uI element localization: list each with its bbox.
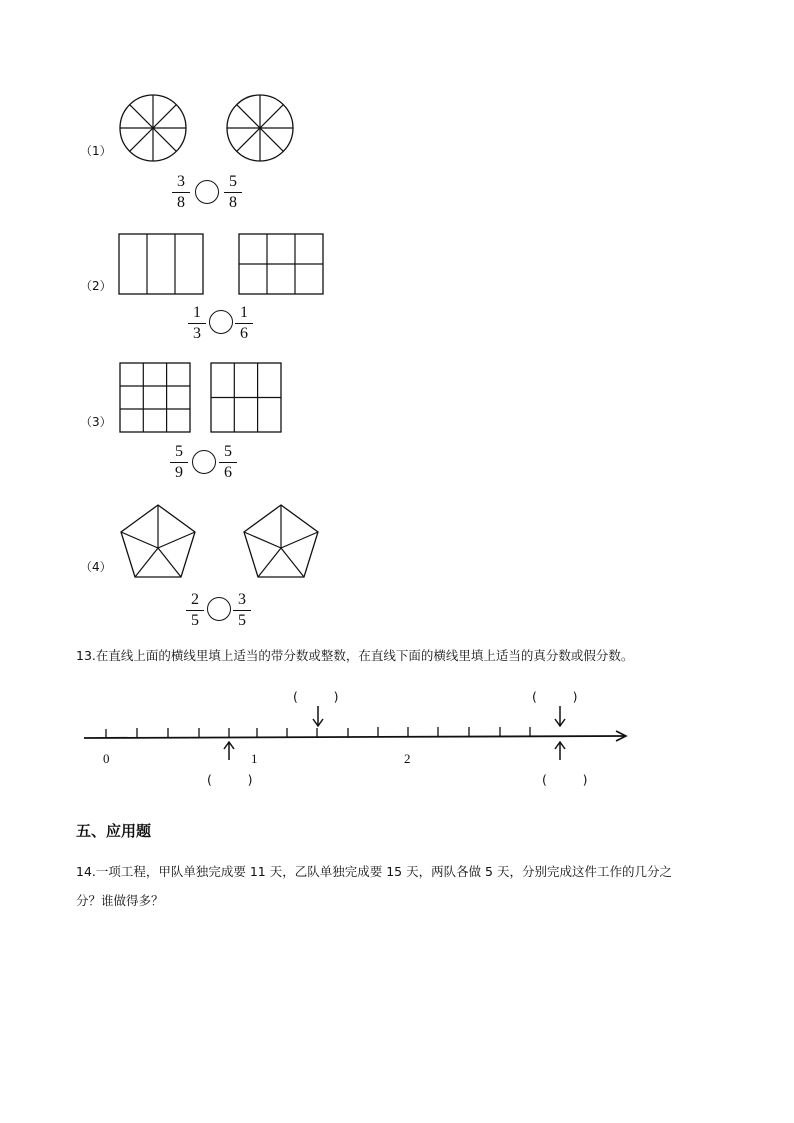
numerator: 1	[240, 304, 248, 321]
denominator: 6	[240, 325, 248, 342]
circle-eighths-right	[225, 93, 295, 163]
denominator: 8	[229, 194, 237, 211]
compare-circle-4[interactable]	[207, 597, 231, 621]
denominator: 9	[175, 464, 183, 481]
question-14-line-1: 14.一项工程，甲队单独完成要 11 天，乙队单独完成要 15 天，两队各做 5 天，分别完成这件工作的几分之	[76, 864, 672, 879]
item-3-label: （3）	[80, 415, 112, 429]
answer-blank-below-2[interactable]: ( )	[542, 772, 588, 787]
compare-circle-1[interactable]	[195, 180, 219, 204]
fraction-4-left	[186, 592, 204, 629]
fraction-3-left	[170, 444, 188, 481]
rectangle-sixths	[238, 233, 324, 295]
compare-circle-3[interactable]	[192, 450, 216, 474]
number-line-label-0: 0	[103, 751, 110, 766]
number-line	[80, 700, 640, 760]
denominator: 5	[238, 612, 246, 629]
item-1-label: （1）	[80, 144, 112, 158]
denominator: 8	[177, 194, 185, 211]
fraction-2-right	[235, 305, 253, 342]
item-4-label: （4）	[80, 560, 112, 574]
numerator: 5	[229, 173, 237, 190]
numerator: 1	[193, 304, 201, 321]
fraction-2-left	[188, 305, 206, 342]
number-line-label-1: 1	[251, 751, 258, 766]
section-heading: 五、应用题	[76, 822, 152, 840]
denominator: 3	[193, 325, 201, 342]
number-line-label-2: 2	[404, 751, 411, 766]
compare-circle-2[interactable]	[209, 310, 233, 334]
pentagon-fifths-left	[118, 503, 198, 579]
fraction-1-right	[224, 174, 242, 211]
numerator: 5	[224, 443, 232, 460]
numerator: 5	[175, 443, 183, 460]
numerator: 2	[191, 591, 199, 608]
numerator: 3	[238, 591, 246, 608]
rectangle-thirds	[118, 233, 204, 295]
square-sixths	[210, 362, 282, 433]
circle-eighths-left	[118, 93, 188, 163]
fraction-4-right	[233, 592, 251, 629]
numerator: 3	[177, 173, 185, 190]
item-2-label: （2）	[80, 279, 112, 293]
denominator: 5	[191, 612, 199, 629]
fraction-3-right	[219, 444, 237, 481]
answer-blank-above-2[interactable]: ( )	[532, 689, 578, 704]
answer-blank-below-1[interactable]: ( )	[207, 772, 253, 787]
square-ninths	[119, 362, 191, 433]
denominator: 6	[224, 464, 232, 481]
pentagon-fifths-right	[241, 503, 321, 579]
question-14-line-2: 分？谁做得多？	[76, 893, 164, 908]
answer-blank-above-1[interactable]: ( )	[293, 689, 339, 704]
fraction-1-left	[172, 174, 190, 211]
question-13-text: 13.在直线上面的横线里填上适当的带分数或整数，在直线下面的横线里填上适当的真分数或假分数。	[76, 648, 634, 663]
